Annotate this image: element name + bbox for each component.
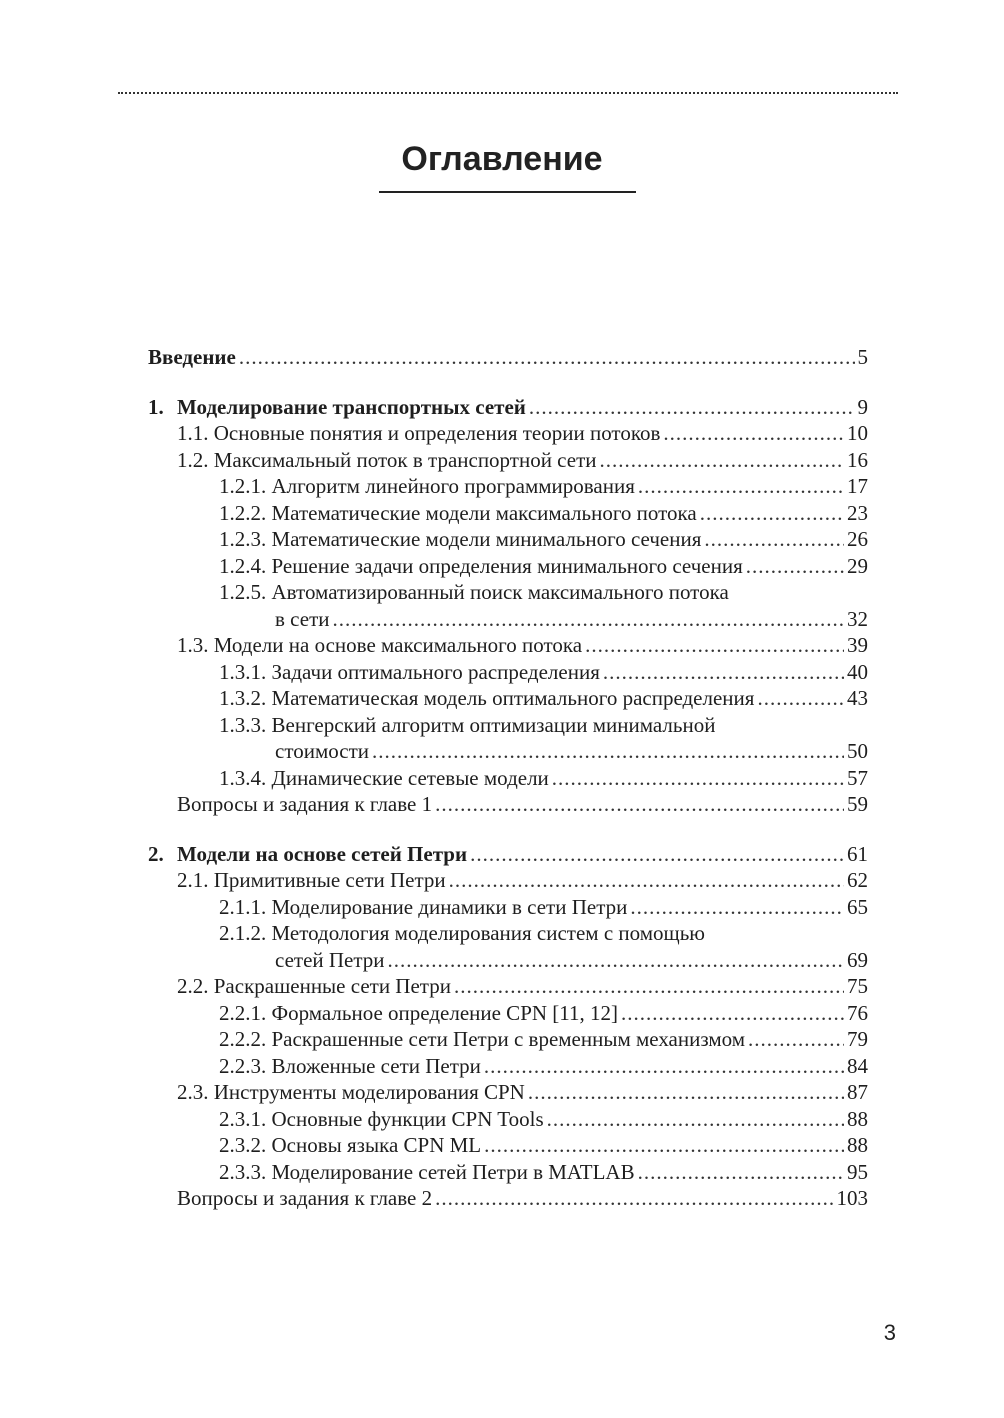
toc-entry-1-2-1[interactable] [148, 473, 868, 500]
toc-entry-1-3[interactable] [148, 632, 868, 659]
toc-entry-title: 1.2.5. Автоматизированный поиск максимального потока [219, 580, 729, 604]
toc-entry-title: Вопросы и задания к главе 1 [177, 792, 433, 816]
toc-entry-title-continuation: сетей Петри [275, 947, 385, 972]
toc-entry-intro[interactable] [148, 344, 868, 371]
toc-entry-title: 1.3. Модели на основе максимального потока [177, 633, 583, 657]
toc-entry-title: 1.2.1. Алгоритм линейного программирования [219, 474, 635, 498]
toc-entry-page: 79 [847, 1027, 868, 1051]
page-title: Оглавление [401, 140, 603, 178]
toc-entry-2-1-2[interactable] [148, 920, 868, 947]
toc-entry-page: 10 [847, 421, 868, 445]
toc-entry-page: 75 [847, 974, 868, 998]
dot-leader [388, 947, 844, 974]
toc-entry-title: 1.3.1. Задачи оптимального распределения [219, 659, 600, 684]
dot-leader [638, 1159, 844, 1186]
toc-entry-title-continuation: в сети [275, 606, 330, 631]
dot-leader [638, 473, 844, 500]
toc-entry-title: 2.3.1. Основные функции CPN Tools [219, 1106, 544, 1131]
toc-entry-title: Моделирование транспортных сетей [177, 394, 526, 419]
dot-leader [704, 526, 844, 553]
dot-leader [746, 553, 844, 580]
toc-entry-questions-1[interactable] [148, 791, 868, 818]
toc-entry-2-2[interactable] [148, 973, 868, 1000]
toc-entry-page: 39 [847, 633, 868, 657]
toc-entry-2-2-2[interactable] [148, 1026, 868, 1053]
toc-entry-page: 23 [847, 500, 868, 525]
toc-entry-title: 1.2.3. Математические модели минимального сечения [219, 527, 702, 551]
dot-leader [435, 791, 844, 818]
toc-entry-2-2-1[interactable] [148, 1000, 868, 1027]
dot-leader [630, 894, 844, 921]
toc-entry-1-3-3-continuation[interactable] [148, 738, 868, 765]
dot-leader [484, 1053, 844, 1080]
toc-entry-1-2-5[interactable] [148, 579, 868, 606]
toc-entry-title: Вопросы и задания к главе 2 [177, 1186, 433, 1210]
toc-entry-title: 2.2. Раскрашенные сети Петри [177, 974, 451, 998]
toc-entry-title: 1.3.3. Венгерский алгоритм оптимизации минимальной [219, 712, 716, 737]
top-dotted-rule [118, 92, 898, 94]
toc-entry-1-2-5-continuation[interactable] [148, 606, 868, 633]
toc-entry-title: 2.1. Примитивные сети Петри [177, 868, 446, 892]
dot-leader [372, 738, 844, 765]
dot-leader [552, 765, 844, 792]
toc-entry-title: 1.3.4. Динамические сетевые модели [219, 765, 549, 790]
toc-entry-2-2-3[interactable] [148, 1053, 868, 1080]
toc-entry-2-1-1[interactable] [148, 894, 868, 921]
toc-entry-page: 59 [847, 792, 868, 816]
dot-leader [528, 1079, 844, 1106]
title-underline [379, 191, 636, 193]
toc-entry-page: 65 [847, 894, 868, 919]
dot-leader [603, 659, 844, 686]
dot-leader [663, 420, 844, 447]
dot-leader [621, 1000, 844, 1027]
toc-entry-2-3[interactable] [148, 1079, 868, 1106]
toc-entry-title: 2.2.3. Вложенные сети Петри [219, 1053, 481, 1078]
dot-leader [700, 500, 844, 527]
toc-entry-page: 9 [857, 394, 868, 419]
toc-entry-title: 2.3.2. Основы языка CPN ML [219, 1133, 482, 1157]
toc-entry-page: 32 [847, 606, 868, 631]
toc-entry-title-continuation: стоимости [275, 739, 370, 763]
toc-entry-page: 69 [847, 947, 868, 972]
dot-leader [449, 867, 844, 894]
toc-entry-title: 1.2. Максимальный поток в транспортной сети [177, 447, 597, 472]
toc-entry-1-2-3[interactable] [148, 526, 868, 553]
toc-entry-page: 103 [836, 1186, 868, 1210]
toc-entry-page: 5 [857, 345, 868, 369]
toc-entry-2-3-1[interactable] [148, 1106, 868, 1133]
chapter-number: 1. [148, 394, 164, 419]
toc-entry-title: 2.2.2. Раскрашенные сети Петри с временным механизмом [219, 1027, 746, 1051]
toc-entry-page: 88 [847, 1106, 868, 1131]
dot-leader [470, 841, 844, 868]
toc-entry-page: 43 [847, 686, 868, 710]
table-of-contents [148, 344, 868, 1212]
dot-leader [748, 1026, 844, 1053]
dot-leader [332, 606, 844, 633]
toc-entry-1-3-1[interactable] [148, 659, 868, 686]
toc-entry-page: 57 [847, 765, 868, 790]
toc-entry-1-1[interactable] [148, 420, 868, 447]
toc-entry-page: 50 [847, 739, 868, 763]
toc-entry-title: 1.2.4. Решение задачи определения минимального сечения [219, 553, 743, 578]
toc-entry-page: 40 [847, 659, 868, 684]
toc-entry-title: 1.3.2. Математическая модель оптимального распределения [219, 686, 755, 710]
toc-entry-1-2[interactable] [148, 447, 868, 474]
toc-entry-page: 76 [847, 1000, 868, 1025]
dot-leader [454, 973, 844, 1000]
toc-entry-page: 87 [847, 1080, 868, 1104]
toc-entry-1-2-4[interactable] [148, 553, 868, 580]
toc-entry-page: 95 [847, 1159, 868, 1184]
dot-leader [435, 1185, 833, 1212]
dot-leader [484, 1132, 844, 1159]
toc-entry-2-3-2[interactable] [148, 1132, 868, 1159]
toc-entry-title: Введение [148, 345, 236, 369]
toc-entry-page: 88 [847, 1133, 868, 1157]
toc-entry-page: 84 [847, 1053, 868, 1078]
page-number: 3 [883, 1320, 896, 1345]
toc-chapter-1[interactable] [148, 394, 868, 421]
chapter-number: 2. [148, 841, 164, 866]
toc-entry-page: 62 [847, 868, 868, 892]
toc-entry-title: 2.3.3. Моделирование сетей Петри в MATLAB [219, 1159, 635, 1184]
toc-entry-page: 29 [847, 553, 868, 578]
toc-entry-title: 2.1.1. Моделирование динамики в сети Петри [219, 894, 628, 919]
toc-entry-title: 1.1. Основные понятия и определения теории потоков [177, 421, 661, 445]
dot-leader [757, 685, 844, 712]
toc-entry-1-3-3[interactable] [148, 712, 868, 739]
toc-entry-2-1[interactable] [148, 867, 868, 894]
toc-chapter-2[interactable] [148, 841, 868, 868]
toc-entry-page: 17 [847, 474, 868, 498]
dot-leader [600, 447, 845, 474]
toc-entry-2-3-3[interactable] [148, 1159, 868, 1186]
toc-entry-2-1-2-continuation[interactable] [148, 947, 868, 974]
toc-entry-1-3-4[interactable] [148, 765, 868, 792]
dot-leader [239, 344, 855, 371]
toc-entry-1-2-2[interactable] [148, 500, 868, 527]
toc-entry-page: 61 [847, 841, 868, 866]
dot-leader [547, 1106, 844, 1133]
toc-entry-page: 26 [847, 527, 868, 551]
dot-leader [529, 394, 855, 421]
dot-leader [585, 632, 844, 659]
toc-entry-title: Модели на основе сетей Петри [177, 841, 468, 866]
toc-entry-title: 2.3. Инструменты моделирования CPN [177, 1080, 525, 1104]
toc-entry-page: 16 [847, 447, 868, 472]
toc-entry-1-3-2[interactable] [148, 685, 868, 712]
toc-entry-title: 2.2.1. Формальное определение CPN [11, 12] [219, 1000, 618, 1025]
toc-entry-questions-2[interactable] [148, 1185, 868, 1212]
toc-entry-title: 2.1.2. Методология моделирования систем с помощью [219, 921, 705, 945]
toc-entry-title: 1.2.2. Математические модели максимального потока [219, 500, 697, 525]
